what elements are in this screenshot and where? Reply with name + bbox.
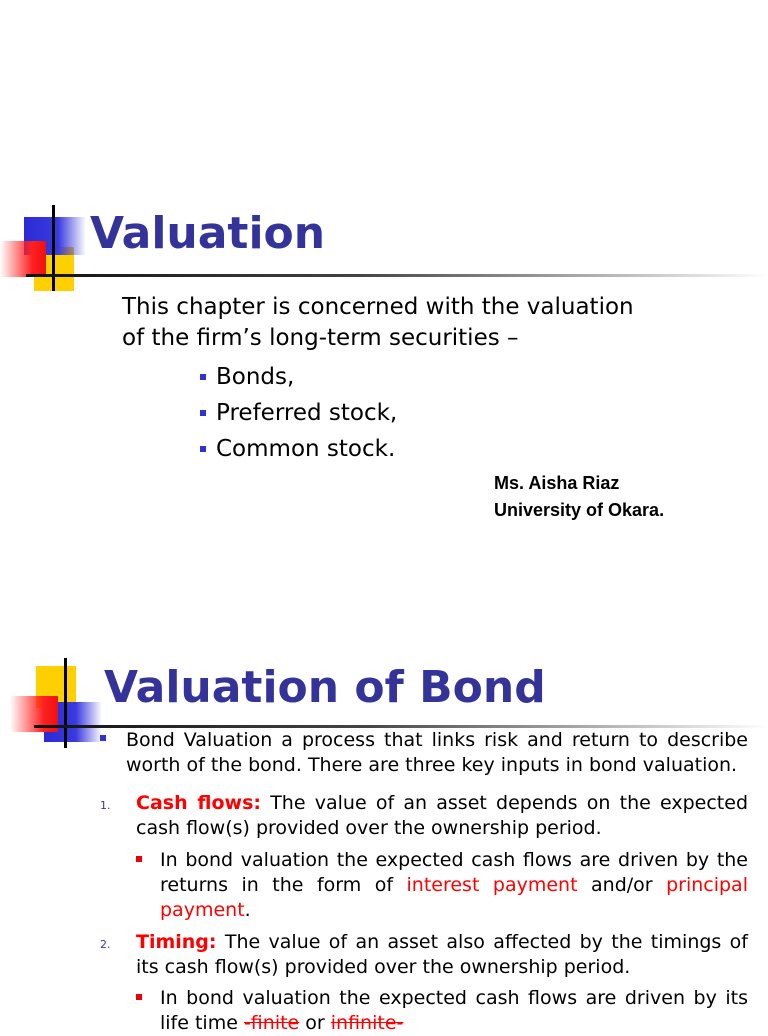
sub-item-text: In bond valuation the expected cash flows are driven by its life time (160, 987, 748, 1034)
page-title: Valuation of Bond (104, 662, 546, 713)
square-bullet-icon (200, 374, 206, 380)
sub-item-text: or (299, 1012, 331, 1034)
intro-paragraph (100, 728, 748, 778)
sub-item-highlight: interest payment (406, 874, 578, 896)
sub-item-highlight: -finite (243, 1012, 300, 1034)
item-paragraph (136, 930, 748, 980)
slide-valuation-of-bond (0, 560, 768, 1034)
sub-list-item (136, 986, 748, 1036)
square-bullet-icon (200, 410, 206, 416)
slide-logo-icon (10, 658, 102, 750)
sub-item-highlight: principal payment (160, 874, 748, 921)
intro-text: Bond Valuation a process that links risk and return to describe worth of the bond. There are three key inputs in bond valuation. (126, 729, 748, 776)
page-title: Valuation (90, 208, 326, 259)
title-underline (26, 274, 768, 277)
sub-item-text: and/or (577, 874, 667, 896)
item-paragraph (136, 791, 748, 841)
list-item-text: Preferred stock, (216, 400, 398, 426)
list-item-text: Bonds, (216, 364, 295, 390)
item-heading: Timing: (136, 931, 217, 953)
item-number: 2. (100, 938, 111, 951)
item-text: The value of an asset also affected by the timings of its cash flow(s) provided over the ownership period. (136, 931, 748, 978)
square-bullet-icon (136, 994, 142, 1000)
author-affiliation: University of Okara. (494, 500, 665, 520)
list-item (200, 359, 397, 395)
square-bullet-icon (100, 735, 106, 741)
sub-item-highlight: infinite- (330, 1012, 404, 1034)
intro-line-1: This chapter is concerned with the valuation (122, 294, 634, 320)
list-item (200, 395, 397, 431)
sub-list-item (136, 848, 748, 923)
item-text: The value of an asset depends on the expected cash flow(s) provided over the ownership period. (136, 792, 749, 839)
sub-item-paragraph (160, 986, 748, 1036)
square-bullet-icon (136, 856, 142, 862)
sub-item-text: . (244, 899, 251, 921)
list-item (100, 791, 748, 841)
sub-item-text: In bond valuation the expected cash flows are driven by the returns in the form of (160, 849, 748, 896)
list-item (200, 431, 397, 467)
slide-logo-icon (0, 205, 90, 295)
securities-list (200, 359, 397, 467)
square-bullet-icon (200, 446, 206, 452)
item-heading: Cash flows: (136, 792, 261, 814)
intro-line-2: of the firm’s long-term securities – (122, 325, 519, 351)
author-block (494, 470, 664, 524)
author-name: Ms. Aisha Riaz (494, 473, 620, 493)
sub-item-paragraph (160, 848, 748, 923)
item-number: 1. (100, 799, 111, 812)
intro-text (122, 292, 634, 354)
list-item-text: Common stock. (216, 436, 396, 462)
list-item (100, 930, 748, 980)
